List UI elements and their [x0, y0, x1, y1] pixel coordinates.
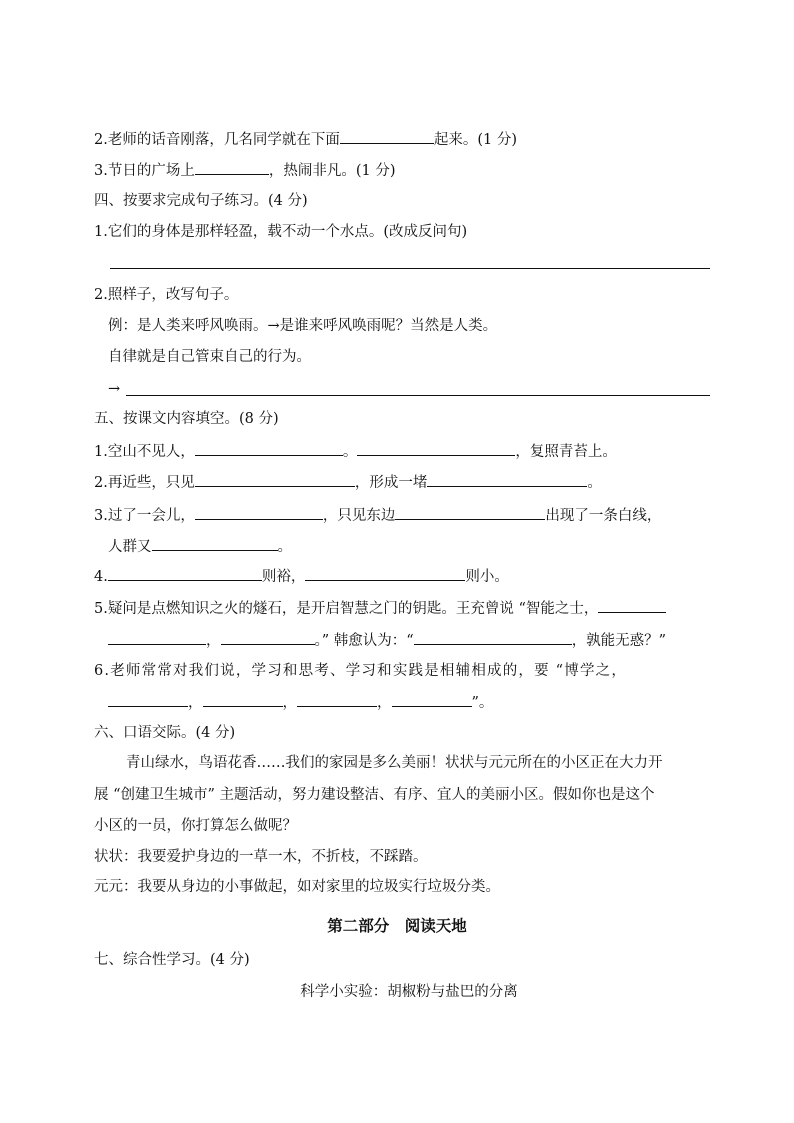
- answer-blank[interactable]: [195, 441, 343, 456]
- question-5-5-cont: [108, 630, 666, 651]
- question-text: ，孰能无惑？”: [571, 633, 667, 649]
- question-text: 则小。: [465, 569, 509, 585]
- example-sentence: 例：是人类来呼风唤雨。→是谁来呼风唤雨呢？当然是人类。: [108, 318, 498, 334]
- question-5-6-cont: [108, 692, 493, 713]
- question-5-4: [94, 566, 509, 587]
- question-text: 3.过了一会儿，: [94, 508, 195, 524]
- question-text: 4.: [94, 569, 108, 585]
- part-2-heading: 第二部分 阅读天地: [327, 916, 467, 935]
- answer-blank[interactable]: [108, 692, 188, 707]
- answer-blank[interactable]: [427, 472, 587, 487]
- section-4-title: 四、按要求完成句子练习。(4 分): [94, 193, 308, 209]
- question-text: 2.老师的话音刚落，几名同学就在下面: [94, 132, 340, 148]
- question-text: ”。: [471, 695, 494, 711]
- answer-blank[interactable]: [152, 536, 278, 551]
- answer-blank[interactable]: [195, 472, 355, 487]
- question-text: 。” 韩愈认为：“: [314, 633, 414, 649]
- question-5-6: 6.老师常常对我们说，学习和思考、学习和实践是相辅相成的，要 “博学之，: [94, 663, 628, 679]
- answer-blank[interactable]: [395, 505, 545, 520]
- question-text: ，形成一堵: [354, 475, 428, 491]
- question-text: 。: [277, 539, 292, 555]
- question-2-2: [94, 129, 517, 150]
- question-text: ，: [282, 695, 297, 711]
- answer-blank[interactable]: [392, 692, 472, 707]
- question-5-1: [94, 441, 617, 462]
- question-text: 出现了一条白线，: [545, 508, 662, 524]
- answer-blank[interactable]: [108, 566, 262, 581]
- question-text: ，复照青苔上。: [515, 444, 617, 460]
- dialogue-zhuangzhuang: 状状：我要爱护身边的一草一木，不折枝，不踩踏。: [94, 849, 428, 865]
- answer-blank[interactable]: [414, 630, 572, 645]
- question-text: ，热闹非凡。(1 分): [268, 163, 396, 179]
- question-5-5: [94, 598, 666, 619]
- section-5-title: 五、按课文内容填空。(8 分): [94, 411, 279, 427]
- passage-line: 展 “创建卫生城市” 主题活动，努力建设整洁、有序、宜人的美丽小区。假如你也是这个: [94, 787, 655, 803]
- target-sentence: 自律就是自己管束自己的行为。: [108, 349, 311, 365]
- question-text: 则裕，: [261, 569, 306, 585]
- answer-blank[interactable]: [305, 566, 465, 581]
- arrow-icon: →: [108, 381, 121, 397]
- question-text: 。: [342, 444, 358, 460]
- question-text: 起来。(1 分): [433, 132, 517, 148]
- section-6-title: 六、口语交际。(4 分): [94, 725, 236, 741]
- question-4-2: 2.照样子，改写句子。: [94, 287, 239, 303]
- question-5-3: [94, 505, 661, 526]
- answer-line[interactable]: [110, 268, 710, 269]
- question-text: 1.空山不见人，: [94, 444, 195, 460]
- answer-blank[interactable]: [203, 692, 283, 707]
- question-5-2: [94, 472, 602, 493]
- answer-line[interactable]: [126, 395, 710, 396]
- question-text: 2.再近些，只见: [94, 475, 195, 491]
- question-text: 人群又: [108, 539, 152, 555]
- answer-blank[interactable]: [297, 692, 377, 707]
- answer-blank[interactable]: [195, 505, 323, 520]
- question-text: 3.节日的广场上: [94, 163, 195, 179]
- passage-line: 小区的一员，你打算怎么做呢？: [94, 818, 297, 834]
- answer-blank[interactable]: [357, 441, 515, 456]
- section-7-subtitle: 科学小实验：胡椒粉与盐巴的分离: [300, 984, 518, 1000]
- question-text: ，: [377, 695, 392, 711]
- answer-blank[interactable]: [221, 630, 315, 645]
- dialogue-yuanyuan: 元元：我要从身边的小事做起，如对家里的垃圾实行垃圾分类。: [94, 879, 500, 895]
- question-text: ，只见东边: [322, 508, 396, 524]
- question-text: 。: [587, 475, 602, 491]
- answer-blank[interactable]: [195, 160, 269, 175]
- question-text: ，: [188, 695, 203, 711]
- question-5-3-cont: [108, 536, 292, 557]
- answer-blank[interactable]: [108, 630, 206, 645]
- question-text: ，: [206, 633, 221, 649]
- question-2-3: [94, 160, 396, 181]
- answer-blank[interactable]: [598, 598, 666, 613]
- answer-blank[interactable]: [340, 129, 434, 144]
- section-7-title: 七、综合性学习。(4 分): [94, 952, 250, 968]
- question-text: 5.疑问是点燃知识之火的燧石，是开启智慧之门的钥匙。王充曾说 “智能之士，: [94, 601, 599, 617]
- question-4-1: 1.它们的身体是那样轻盈，载不动一个水点。(改成反问句): [94, 224, 468, 240]
- passage-line: 青山绿水，鸟语花香……我们的家园是多么美丽！状状与元元所在的小区正在大力开: [126, 755, 663, 771]
